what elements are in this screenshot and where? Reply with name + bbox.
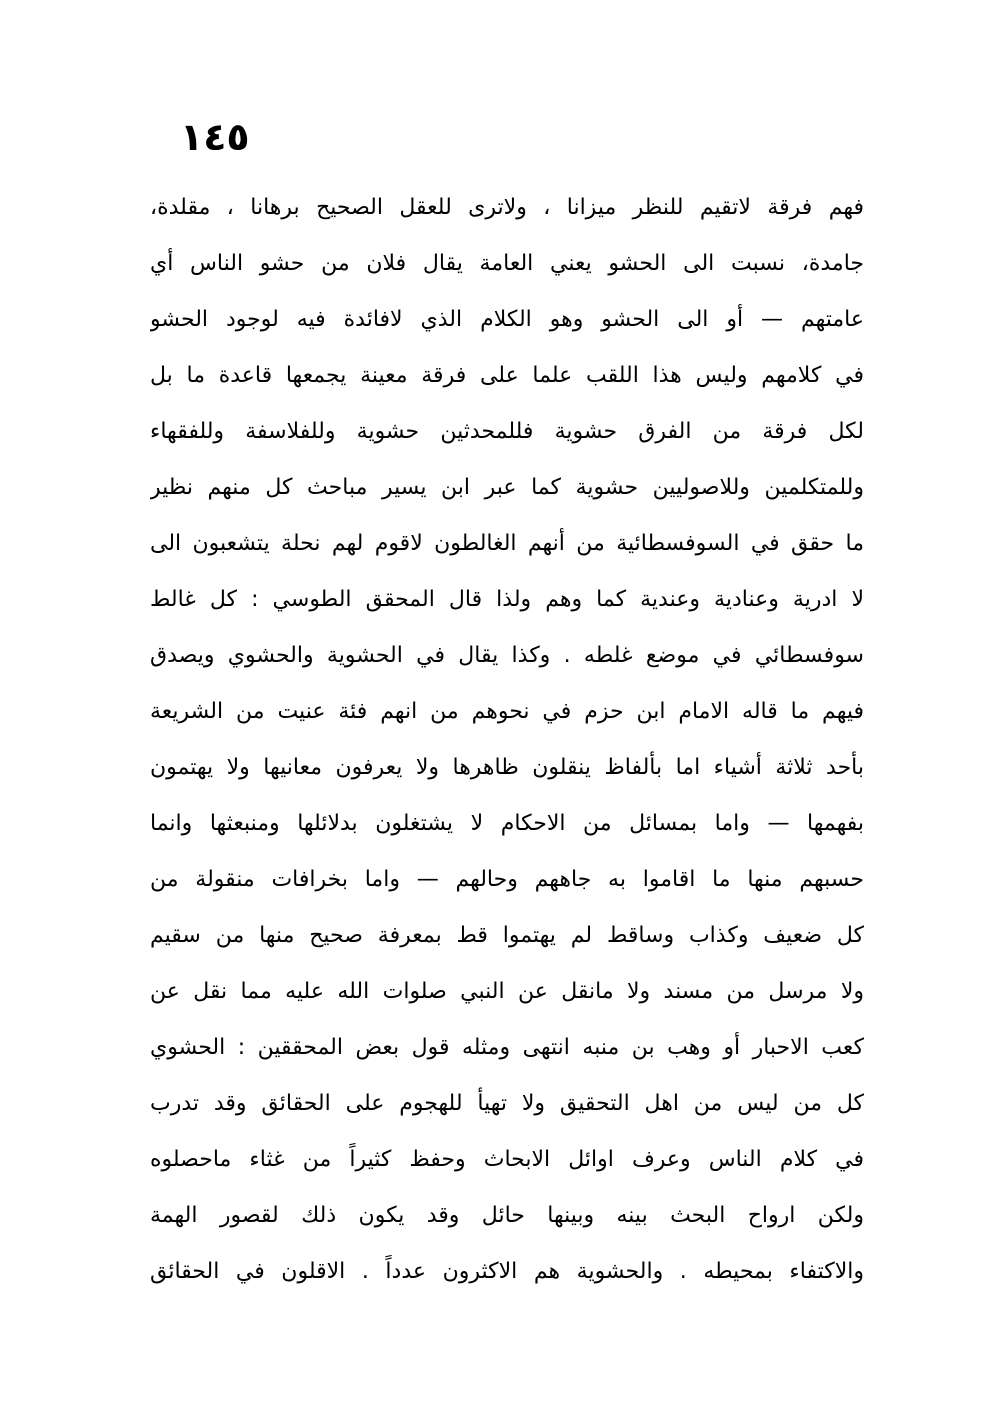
text-line: بأحد ثلاثة أشياء اما بألفاظ ينقلون ظاهرها ولا يعرفون معانيها ولا يهتمون [150, 755, 864, 780]
text-line: كل ضعيف وكذاب وساقط لم يهتموا قط بمعرفة صحيح منها من سقيم [150, 923, 864, 948]
text-line: بفهمها — واما بمسائل من الاحكام لا يشتغلون بدلائلها ومنبعثها وانما [150, 811, 864, 836]
body-text [150, 180, 864, 1300]
text-line: والاكتفاء بمحيطه . والحشوية هم الاكثرون عدداً . الاقلون في الحقائق [150, 1259, 864, 1284]
text-line: سوفسطائي في موضع غلطه . وكذا يقال في الحشوية والحشوي ويصدق [150, 643, 864, 668]
text-line: عامتهم — أو الى الحشو وهو الكلام الذي لافائدة فيه لوجود الحشو [150, 307, 864, 332]
text-line: لا ادرية وعنادية وعندية كما وهم ولذا قال المحقق الطوسي : كل غالط [150, 587, 864, 612]
page-number: ١٤٥ [180, 115, 250, 159]
text-line: في كلامهم وليس هذا اللقب علما على فرقة معينة يجمعها قاعدة ما بل [150, 363, 864, 388]
text-line: في كلام الناس وعرف اوائل الابحاث وحفظ كثيراً من غثاء ماحصلوه [150, 1147, 864, 1172]
text-line: ما حقق في السوفسطائية من أنهم الغالطون لاقوم لهم نحلة يتشعبون الى [150, 531, 864, 556]
text-line: حسبهم منها ما اقاموا به جاههم وحالهم — واما بخرافات منقولة من [150, 867, 864, 892]
text-line: جامدة، نسبت الى الحشو يعني العامة يقال فلان من حشو الناس أي [150, 251, 864, 276]
text-line: وللمتكلمين وللاصوليين حشوية كما عبر ابن يسير مباحث كل منهم نظير [150, 475, 864, 500]
text-line: كل من ليس من اهل التحقيق ولا تهيأ للهجوم على الحقائق وقد تدرب [150, 1091, 864, 1116]
text-line: لكل فرقة من الفرق حشوية فللمحدثين حشوية وللفلاسفة وللفقهاء [150, 419, 864, 444]
text-line: ولا مرسل من مسند ولا مانقل عن النبي صلوات الله عليه مما نقل عن [150, 979, 864, 1004]
text-line: ولكن ارواح البحث بينه وبينها حائل وقد يكون ذلك لقصور الهمة [150, 1203, 864, 1228]
text-line: فيهم ما قاله الامام ابن حزم في نحوهم من انهم فئة عنيت من الشريعة [150, 699, 864, 724]
text-line: كعب الاحبار أو وهب بن منبه انتهى ومثله قول بعض المحققين : الحشوي [150, 1035, 864, 1060]
text-line: فهم فرقة لاتقيم للنظر ميزانا ، ولاترى للعقل الصحيح برهانا ، مقلدة، [150, 195, 864, 220]
